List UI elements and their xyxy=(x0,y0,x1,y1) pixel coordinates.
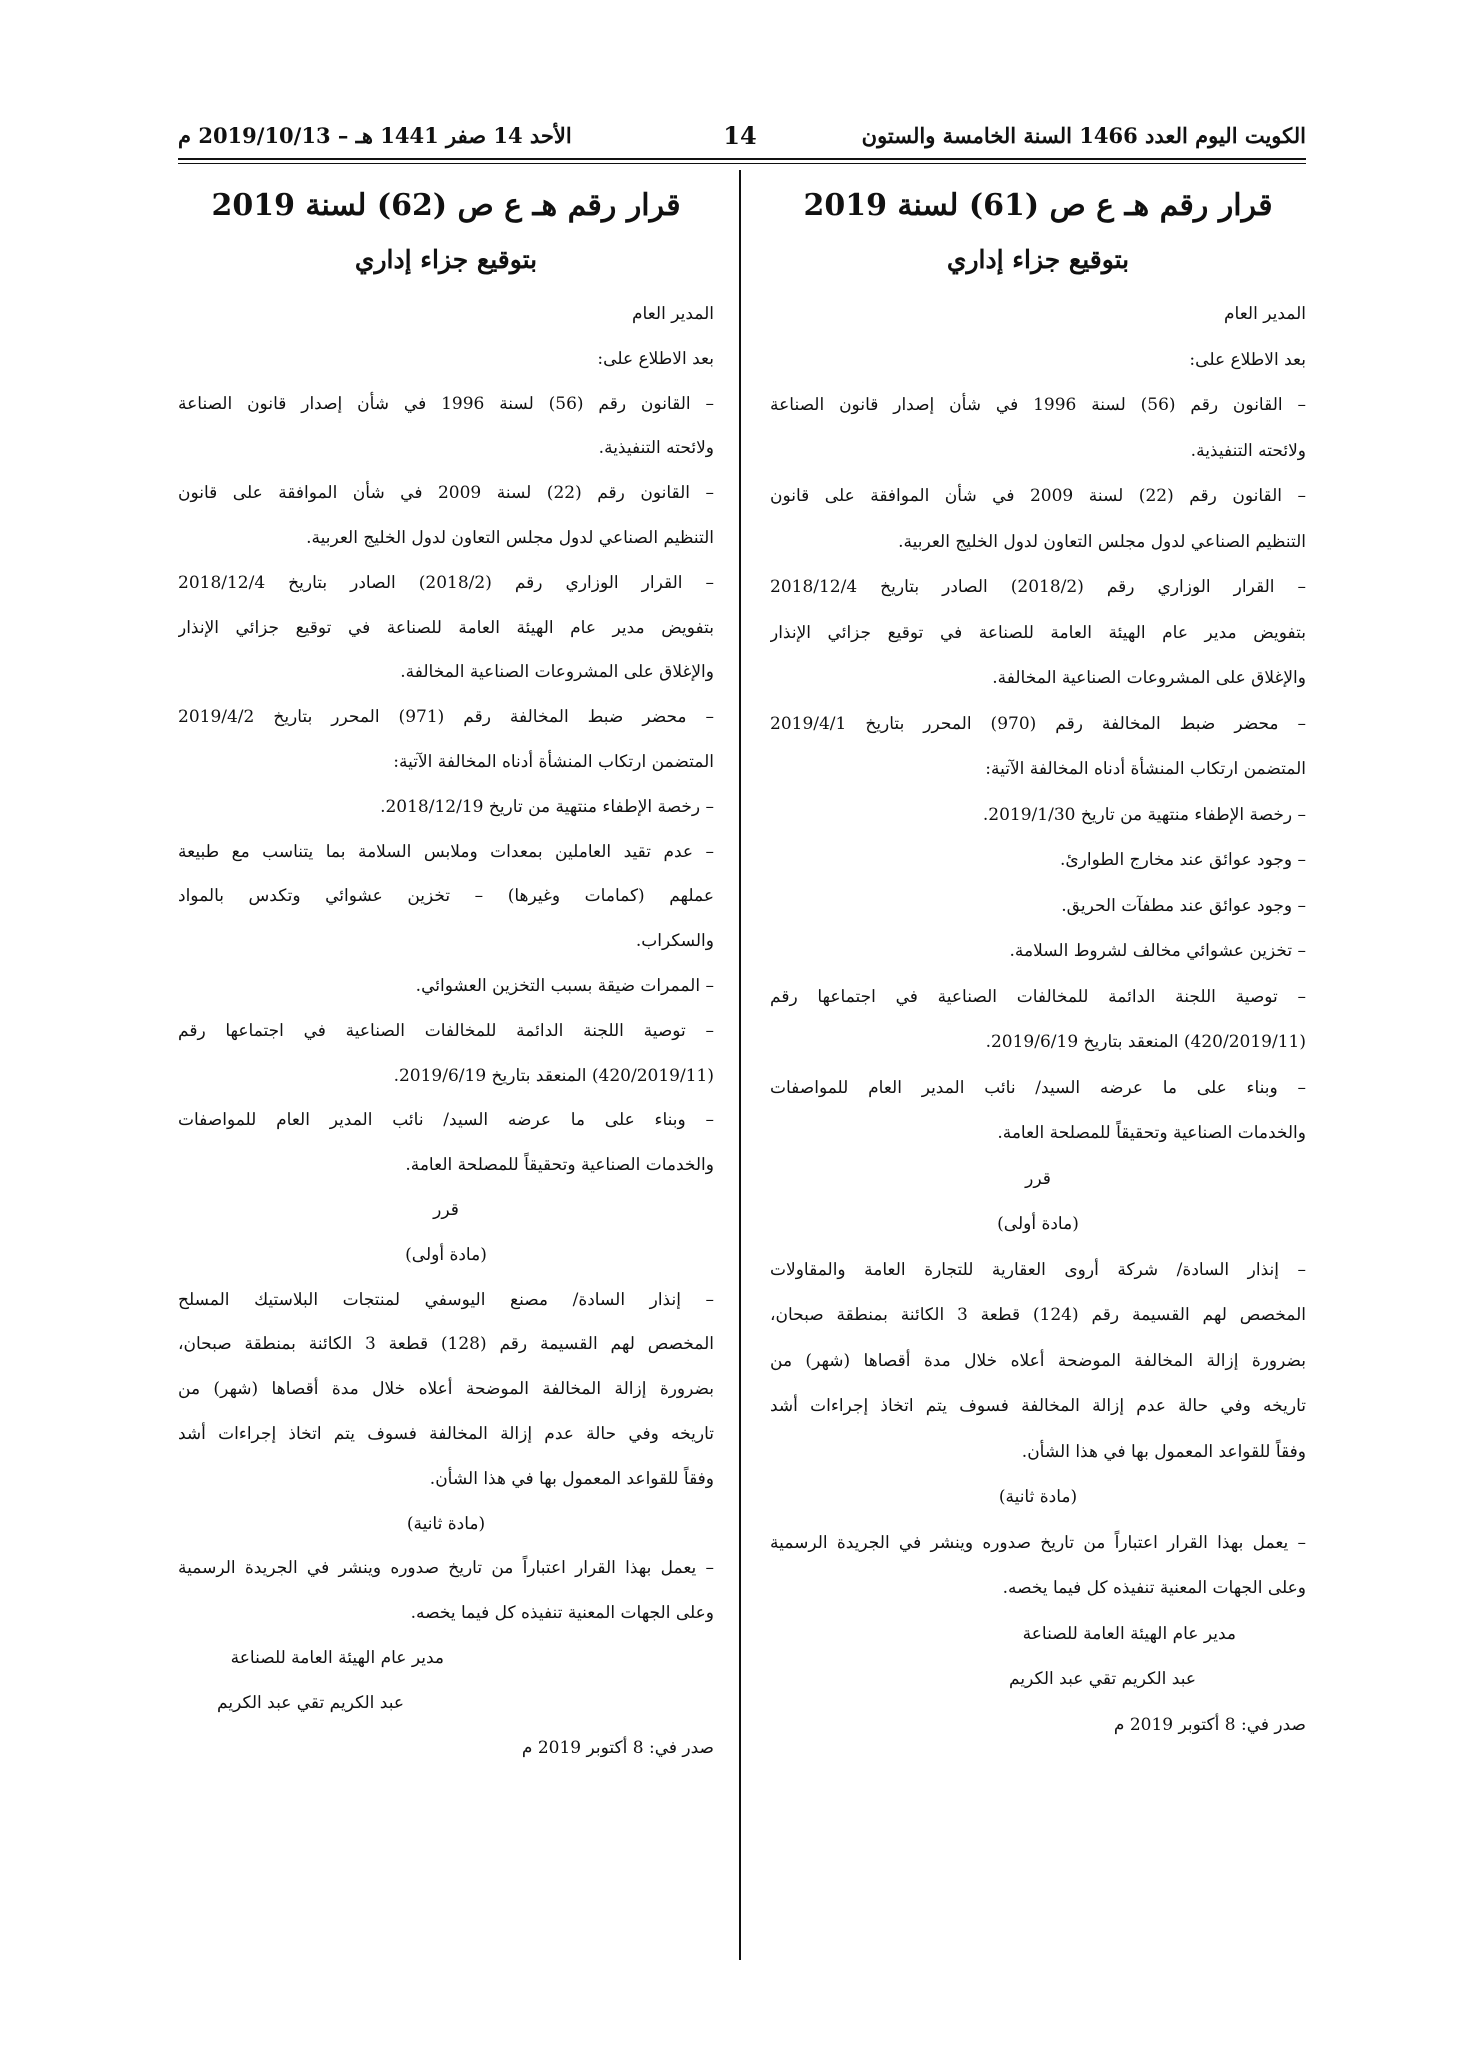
body-line: بضرورة إزالة المخالفة الموضحة أعلاه خلال مدة أقصاها (شهر) من xyxy=(178,1379,714,1400)
body-line: – القانون رقم (56) لسنة 1996 في شأن إصدار قانون الصناعة xyxy=(770,395,1306,415)
body-line: (420/2019/11) المنعقد بتاريخ 2019/6/19. xyxy=(985,1032,1306,1052)
body-line: التنظيم الصناعي لدول مجلس التعاون لدول الخليج العربية. xyxy=(898,531,1306,552)
body-line: – القانون رقم (22) لسنة 2009 في شأن الموافقة على قانون xyxy=(178,483,714,504)
body-line: والخدمات الصناعية وتحقيقاً للمصلحة العامة. xyxy=(405,1155,714,1176)
column-divider xyxy=(739,170,741,1960)
body-line: – يعمل بهذا القرار اعتباراً من تاريخ صدوره وينشر في الجريدة الرسمية xyxy=(178,1558,714,1579)
body-line: والسكراب. xyxy=(635,931,714,952)
body-line: عبد الكريم تقي عبد الكريم xyxy=(217,1692,404,1713)
body-line: – الممرات ضيقة بسبب التخزين العشوائي. xyxy=(415,975,714,996)
body-line: (420/2019/11) المنعقد بتاريخ 2019/6/19. xyxy=(393,1065,714,1086)
body-line: بتفويض مدير عام الهيئة العامة للصناعة في توقيع جزائي الإنذار xyxy=(178,617,714,638)
body-line: المدير العام xyxy=(1224,304,1306,324)
body-line: – وبناء على ما عرضه السيد/ نائب المدير العام للمواصفات xyxy=(178,1110,714,1131)
body-line: (مادة أولى) xyxy=(997,1214,1079,1234)
body-line: التنظيم الصناعي لدول مجلس التعاون لدول الخليج العربية. xyxy=(306,527,714,548)
body-line: بعد الاطلاع على: xyxy=(1189,349,1306,370)
body-line: قرر xyxy=(433,1199,459,1220)
header-issue-info: الكويت اليوم العدد 1466 السنة الخامسة والستون xyxy=(861,123,1306,148)
header-page-number: 14 xyxy=(723,121,757,150)
body-line: – تخزين عشوائي مخالف لشروط السلامة. xyxy=(1009,941,1306,961)
body-line: – وجود عوائق عند مخارج الطوارئ. xyxy=(1059,850,1306,870)
body-line: مدير عام الهيئة العامة للصناعة xyxy=(230,1647,444,1668)
body-line: (مادة ثانية) xyxy=(406,1513,486,1534)
decision-62-body xyxy=(178,292,714,1770)
decision-62-column xyxy=(178,178,714,1770)
body-line: – القرار الوزاري رقم (2018/2) الصادر بتاريخ 2018/12/4 xyxy=(770,577,1306,597)
body-line: صدر في: 8 أكتوبر 2019 م xyxy=(1113,1714,1306,1735)
body-line: تاريخه وفي حالة عدم إزالة المخالفة فسوف يتم اتخاذ إجراءات أشد xyxy=(178,1423,714,1444)
body-line: – القرار الوزاري رقم (2018/2) الصادر بتاريخ 2018/12/4 xyxy=(178,572,714,593)
body-line: عبد الكريم تقي عبد الكريم xyxy=(1009,1669,1196,1689)
decision-62-subtitle: بتوقيع جزاء إداري xyxy=(354,245,538,274)
body-line: (مادة ثانية) xyxy=(998,1487,1078,1507)
body-line: – وبناء على ما عرضه السيد/ نائب المدير العام للمواصفات xyxy=(770,1077,1306,1098)
body-line: – محضر ضبط المخالفة رقم (971) المحرر بتاريخ 2019/4/2 xyxy=(178,707,714,728)
body-line: والخدمات الصناعية وتحقيقاً للمصلحة العامة. xyxy=(997,1123,1306,1143)
body-line: – عدم تقيد العاملين بمعدات وملابس السلامة بما يتناسب مع طبيعة xyxy=(178,841,714,862)
body-line: – وجود عوائق عند مطفآت الحريق. xyxy=(1061,895,1306,916)
body-line: وعلى الجهات المعنية تنفيذه كل فيما يخصه. xyxy=(1002,1578,1306,1598)
body-line: – رخصة الإطفاء منتهية من تاريخ 2019/1/30. xyxy=(982,804,1306,825)
body-line: – القانون رقم (22) لسنة 2009 في شأن الموافقة على قانون xyxy=(770,486,1306,506)
body-line: صدر في: 8 أكتوبر 2019 م xyxy=(521,1737,714,1758)
body-line: وفقاً للقواعد المعمول بها في هذا الشأن. xyxy=(429,1468,714,1489)
body-line: تاريخه وفي حالة عدم إزالة المخالفة فسوف يتم اتخاذ إجراءات أشد xyxy=(770,1396,1306,1416)
body-line: – القانون رقم (56) لسنة 1996 في شأن إصدار قانون الصناعة xyxy=(178,393,714,414)
body-line: – توصية اللجنة الدائمة للمخالفات الصناعية في اجتماعها رقم xyxy=(178,1020,714,1041)
body-line: المخصص لهم القسيمة رقم (124) قطعة 3 الكائنة بمنطقة صبحان، xyxy=(770,1305,1306,1325)
body-line: ولائحته التنفيذية. xyxy=(1190,440,1306,461)
header-rule-thin xyxy=(178,163,1306,164)
body-line: المخصص لهم القسيمة رقم (128) قطعة 3 الكائنة بمنطقة صبحان، xyxy=(178,1334,714,1355)
body-line: بضرورة إزالة المخالفة الموضحة أعلاه خلال مدة أقصاها (شهر) من xyxy=(770,1350,1306,1371)
body-line: بتفويض مدير عام الهيئة العامة للصناعة في توقيع جزائي الإنذار xyxy=(770,622,1306,643)
body-line: المدير العام xyxy=(632,304,714,324)
body-line: المتضمن ارتكاب المنشأة أدناه المخالفة الآتية: xyxy=(393,751,714,772)
body-line: – إنذار السادة/ مصنع اليوسفي لمنتجات البلاستيك المسلح xyxy=(178,1289,714,1310)
decision-62-title: قرار رقم هـ ع ص (62) لسنة 2019 xyxy=(211,188,681,223)
body-line: مدير عام الهيئة العامة للصناعة xyxy=(1022,1623,1236,1644)
body-line: والإغلاق على المشروعات الصناعية المخالفة. xyxy=(992,668,1306,688)
body-line: عملهم (كمامات وغيرها) – تخزين عشوائي وتكدس بالمواد xyxy=(178,886,714,907)
body-line: بعد الاطلاع على: xyxy=(597,348,714,369)
body-line: والإغلاق على المشروعات الصناعية المخالفة. xyxy=(400,662,714,683)
body-line: قرر xyxy=(1025,1168,1051,1189)
body-line: وفقاً للقواعد المعمول بها في هذا الشأن. xyxy=(1021,1441,1306,1462)
body-line: وعلى الجهات المعنية تنفيذه كل فيما يخصه. xyxy=(410,1603,714,1624)
header-date: الأحد 14 صفر 1441 هـ – 2019/10/13 م xyxy=(178,123,572,148)
body-line: – إنذار السادة/ شركة أروى العقارية للتجارة العامة والمقاولات xyxy=(770,1259,1306,1280)
body-line: – محضر ضبط المخالفة رقم (970) المحرر بتاريخ 2019/4/1 xyxy=(770,713,1306,734)
body-line: (مادة أولى) xyxy=(405,1244,487,1265)
body-line: – رخصة الإطفاء منتهية من تاريخ 2018/12/19. xyxy=(380,796,714,817)
body-line: – توصية اللجنة الدائمة للمخالفات الصناعية في اجتماعها رقم xyxy=(770,986,1306,1007)
body-line: المتضمن ارتكاب المنشأة أدناه المخالفة الآتية: xyxy=(985,759,1306,779)
body-line: – يعمل بهذا القرار اعتباراً من تاريخ صدوره وينشر في الجريدة الرسمية xyxy=(770,1532,1306,1553)
decision-61-subtitle: بتوقيع جزاء إداري xyxy=(946,245,1130,274)
body-line: ولائحته التنفيذية. xyxy=(598,438,714,459)
decision-61-title: قرار رقم هـ ع ص (61) لسنة 2019 xyxy=(803,188,1273,223)
decision-61-body xyxy=(770,292,1306,1748)
header-rule xyxy=(178,158,1306,160)
decision-61-column xyxy=(770,178,1306,1748)
